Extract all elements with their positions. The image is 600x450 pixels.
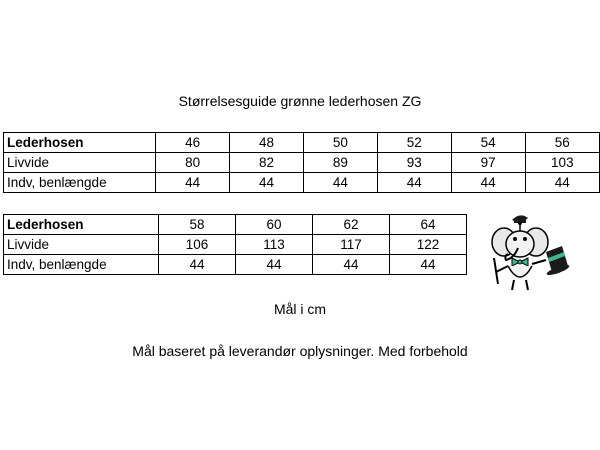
value-cell: 106	[159, 235, 236, 255]
value-cell: 82	[230, 153, 304, 173]
value-cell: 44	[377, 173, 451, 193]
cartoon-elephant-with-top-hat-icon	[476, 208, 572, 292]
size-cell: 48	[230, 133, 304, 153]
value-cell: 117	[313, 235, 390, 255]
size-cell: 52	[377, 133, 451, 153]
value-cell: 103	[525, 153, 599, 173]
source-note: Mål baseret på leverandør oplysninger. Med forbehold	[132, 343, 468, 359]
value-cell: 44	[159, 255, 236, 275]
size-cell: 64	[390, 215, 467, 235]
size-cell: 56	[525, 133, 599, 153]
table-header-row	[4, 215, 467, 235]
table-row	[4, 153, 600, 173]
table-header-row	[4, 133, 600, 153]
unit-note: Mål i cm	[273, 301, 327, 317]
size-table-2	[3, 214, 467, 275]
value-cell: 44	[390, 255, 467, 275]
value-cell: 44	[230, 173, 304, 193]
value-cell: 44	[313, 255, 390, 275]
value-cell: 44	[236, 255, 313, 275]
value-cell: 93	[377, 153, 451, 173]
size-cell: 60	[236, 215, 313, 235]
table-row	[4, 255, 467, 275]
size-table-1	[3, 132, 600, 193]
row-label: Livvide	[4, 235, 159, 255]
value-cell: 44	[451, 173, 525, 193]
value-cell: 97	[451, 153, 525, 173]
row-label: Lederhosen	[4, 215, 159, 235]
size-cell: 54	[451, 133, 525, 153]
size-cell: 62	[313, 215, 390, 235]
row-label: Indv, benlængde	[4, 255, 159, 275]
value-cell: 80	[156, 153, 230, 173]
value-cell: 44	[304, 173, 378, 193]
value-cell: 44	[525, 173, 599, 193]
row-label: Indv, benlængde	[4, 173, 156, 193]
table-row	[4, 173, 600, 193]
row-label: Livvide	[4, 153, 156, 173]
value-cell: 89	[304, 153, 378, 173]
value-cell: 44	[156, 173, 230, 193]
page-title: Størrelsesguide grønne lederhosen ZG	[178, 93, 422, 109]
size-cell: 50	[304, 133, 378, 153]
size-cell: 58	[159, 215, 236, 235]
table-row	[4, 235, 467, 255]
size-cell: 46	[156, 133, 230, 153]
value-cell: 122	[390, 235, 467, 255]
row-label: Lederhosen	[4, 133, 156, 153]
value-cell: 113	[236, 235, 313, 255]
